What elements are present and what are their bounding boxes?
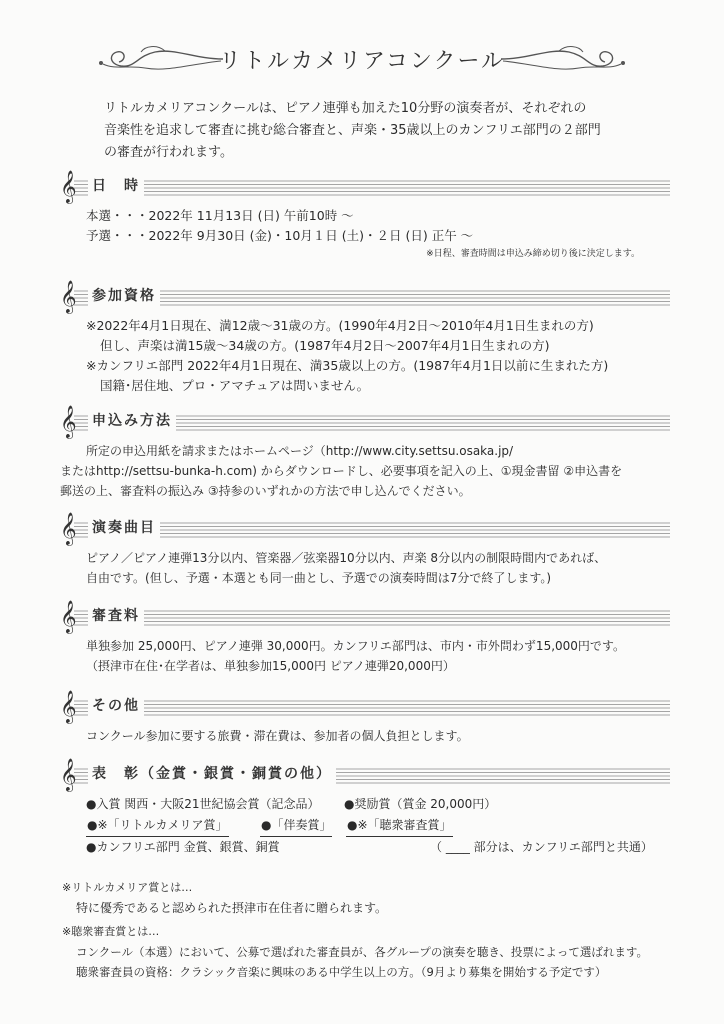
- treble-clef-icon: 𝄞: [60, 690, 77, 723]
- award-item: ●カンフリエ部門 金賞、銀賞、銅賞: [86, 840, 280, 854]
- award-item: ●奨励賞（賞金 20,000円）: [344, 797, 497, 811]
- footnote-text: コンクール（本選）において、公募で選ばれた審査員が、各グループの演奏を聴き、投票によって選ばれます。: [76, 945, 649, 959]
- music-staff-lines: [74, 180, 670, 196]
- section-fee: [60, 600, 670, 676]
- schedule-prelim: 予選・・・2022年 9月30日 (金)・10月１日 (土)・２日 (日) 正午 ～: [86, 228, 474, 243]
- section-header: [60, 170, 670, 203]
- awards-row: [86, 837, 670, 858]
- section-title: 申込み方法: [88, 411, 176, 431]
- section-other: [60, 690, 670, 746]
- awards-row: [86, 794, 670, 815]
- treble-clef-icon: 𝄞: [60, 405, 77, 438]
- music-staff-lines: [74, 290, 670, 306]
- section-repertoire: [60, 512, 670, 588]
- award-item-shared: ●※「リトルカメリア賞」: [86, 815, 229, 837]
- fee-line: （摂津市在住･在学者は、単独参加15,000円 ピアノ連弾20,000円）: [86, 659, 455, 673]
- award-legend-note: （ ____ 部分は、カンフリエ部門と共通）: [430, 840, 653, 854]
- footnote-text: 特に優秀であると認められた摂津市在住者に贈られます。: [76, 901, 388, 915]
- eligibility-line: ※カンフリエ部門 2022年4月1日現在、満35歳以上の方。(1987年4月1日以前に生まれた方): [86, 358, 609, 373]
- award-item: ●入賞 関西・大阪21世紀協会賞（記念品）: [86, 797, 320, 811]
- music-staff-lines: [74, 610, 670, 626]
- other-line: コンクール参加に要する旅費・滞在費は、参加者の個人負担とします。: [86, 729, 469, 743]
- section-title: 参加資格: [88, 286, 160, 306]
- schedule-note: ※日程、審査時間は申込み締め切り後に決定します。: [426, 249, 640, 259]
- repertoire-line: 自由です。(但し、予選・本選とも同一曲とし、予選での演奏時間は7分で終了します。): [86, 571, 552, 585]
- music-staff-lines: [74, 700, 670, 716]
- section-header: [60, 690, 670, 723]
- intro-line: リトルカメリアコンクールは、ピアノ連弾も加えた10分野の演奏者が、それぞれの: [104, 101, 587, 116]
- section-title: その他: [88, 696, 144, 716]
- intro-line: の審査が行われます。: [104, 145, 233, 160]
- repertoire-line: ピアノ／ピアノ連弾13分以内、管楽器／弦楽器10分以内、声楽 8分以内の制限時間内であれば、: [86, 551, 607, 565]
- intro-line: 音楽性を追求して審査に挑む総合審査と、声楽・35歳以上のカンフリエ部門の２部門: [104, 123, 601, 138]
- section-header: [60, 280, 670, 313]
- section-header: [60, 405, 670, 438]
- awards-row: [86, 815, 670, 837]
- section-title: 表 彰（金賞・銀賞・銅賞の他）: [88, 764, 336, 784]
- section-header: [60, 600, 670, 633]
- schedule-final: 本選・・・2022年 11月13日 (日) 午前10時 ～: [86, 208, 354, 223]
- fee-line: 単独参加 25,000円、ピアノ連弾 30,000円。カンフリエ部門は、市内・市外問わず15,000円です。: [86, 639, 625, 653]
- application-line: 郵送の上、審査料の振込み ③持参のいずれかの方法で申し込んでください。: [60, 484, 471, 498]
- flourish-ornament-right: [499, 42, 629, 76]
- treble-clef-icon: 𝄞: [60, 512, 77, 545]
- header: [0, 32, 724, 82]
- music-staff-lines: [74, 522, 670, 538]
- eligibility-line: ※2022年4月1日現在、満12歳～31歳の方。(1990年4月2日～2010年4月1日生まれの方): [86, 318, 594, 333]
- footnote-text: 聴衆審査員の資格：クラシック音楽に興味のある中学生以上の方。（9月より募集を開始する予定です）: [76, 965, 607, 979]
- section-eligibility: [60, 280, 670, 396]
- section-title: 日 時: [88, 176, 144, 196]
- application-line: またはhttp://settsu-bunka-h.com) からダウンロードし、必要事項を記入の上、①現金書留 ②申込書を: [60, 464, 623, 478]
- footnote-heading: ※聴衆審査賞とは…: [62, 925, 160, 938]
- section-awards: [60, 758, 670, 858]
- section-header: [60, 512, 670, 545]
- treble-clef-icon: 𝄞: [60, 280, 77, 313]
- award-item-shared: ●「伴奏賞」: [260, 815, 332, 837]
- section-schedule: [60, 170, 670, 262]
- eligibility-line: 国籍･居住地、プロ・アマチュアは問いません。: [100, 378, 370, 393]
- application-line: 所定の申込用紙を請求またはホームページ（http://www.city.settsu.osaka.jp/: [86, 444, 514, 458]
- treble-clef-icon: 𝄞: [60, 758, 77, 791]
- eligibility-line: 但し、声楽は満15歳～34歳の方。(1987年4月2日～2007年4月1日生まれの方): [100, 338, 550, 353]
- award-item-shared: ●※「聴衆審査賞」: [346, 815, 453, 837]
- intro-paragraph: [104, 98, 644, 164]
- section-title: 演奏曲目: [88, 518, 160, 538]
- page-title: リトルカメリアコンクール: [218, 49, 506, 74]
- section-header: [60, 758, 670, 791]
- footnote-heading: ※リトルカメリア賞とは…: [62, 881, 193, 894]
- section-application: [60, 405, 670, 501]
- footnotes: [62, 878, 682, 982]
- treble-clef-icon: 𝄞: [60, 600, 77, 633]
- treble-clef-icon: 𝄞: [60, 170, 77, 203]
- section-title: 審査料: [88, 606, 144, 626]
